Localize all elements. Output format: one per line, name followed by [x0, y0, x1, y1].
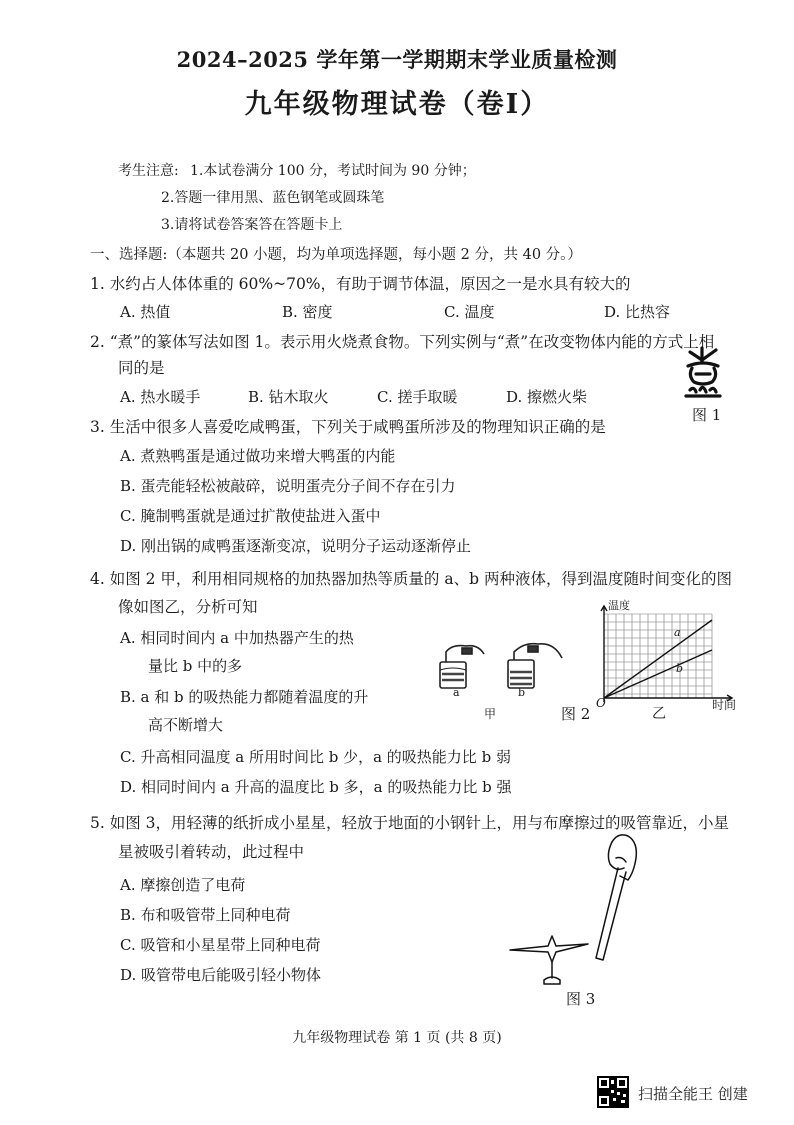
figure-2-apparatus [432, 636, 572, 716]
seal-glyph-icon [682, 346, 724, 400]
q4-option-a-line2: 量比 b 中的多 [148, 657, 243, 675]
q1-option-a: A. 热值 [120, 303, 171, 321]
q5-stem-line1: 5. 如图 3，用轻薄的纸折成小星星，轻放于地面的小钢针上，用与布摩擦过的吸管靠近，小星 [90, 814, 730, 832]
q2-stem-line2: 同的是 [118, 359, 165, 377]
exam-title: 2024–2025 学年第一学期期末学业质量检测 [176, 47, 618, 72]
qr-code-icon [597, 1076, 629, 1108]
figure-yi-label: 乙 [652, 706, 666, 722]
q4-option-b-line2: 高不断增大 [148, 716, 224, 734]
notice-item-2: 2.答题一律用黑、蓝色钢笔或圆珠笔 [161, 190, 385, 206]
q1-stem: 1. 水约占人体体重的 60%~70%，有助于调节体温，原因之一是水具有较大的 [90, 275, 631, 293]
q5-option-d: D. 吸管带电后能吸引轻小物体 [120, 966, 322, 984]
q3-option-d: D. 刚出锅的咸鸭蛋逐渐变凉，说明分子运动逐渐停止 [120, 537, 472, 555]
beaker-a-label: a [453, 686, 460, 699]
q2-option-c: C. 搓手取暖 [377, 388, 458, 406]
q2-option-b: B. 钻木取火 [248, 388, 329, 406]
graph-line-b-label: b [676, 662, 684, 675]
notice-item-1: 1.本试卷满分 100 分，考试时间为 90 分钟； [190, 163, 476, 179]
q3-stem: 3. 生活中很多人喜爱吃咸鸭蛋，下列关于咸鸭蛋所涉及的物理知识正确的是 [90, 418, 606, 436]
q5-option-b: B. 布和吸管带上同种电荷 [120, 906, 291, 924]
q1-option-d: D. 比热容 [604, 303, 671, 321]
notice-label: 考生注意: [118, 163, 179, 179]
straw-drawing [596, 868, 626, 960]
notice-item-3: 3.请将试卷答案答在答题卡上 [161, 217, 343, 233]
scanner-watermark-text: 扫描全能王 创建 [638, 1085, 748, 1103]
q4-stem-line1: 4. 如图 2 甲，利用相同规格的加热器加热等质量的 a、b 两种液体，得到温度随时间变化的图 [90, 570, 732, 588]
q3-option-b: B. 蛋壳能轻松被敲碎，说明蛋壳分子间不存在引力 [120, 477, 456, 495]
q5-option-a: A. 摩擦创造了电荷 [120, 876, 246, 894]
paper-star-drawing [510, 936, 588, 962]
q5-option-c: C. 吸管和小星星带上同种电荷 [120, 936, 321, 954]
q4-option-c: C. 升高相同温度 a 所用时间比 b 少，a 的吸热能力比 b 弱 [120, 748, 511, 766]
exam-subtitle: 九年级物理试卷（卷Ⅰ） [244, 89, 550, 120]
graph-grid [604, 614, 712, 698]
q1-option-c: C. 温度 [444, 303, 495, 321]
q2-option-d: D. 擦燃火柴 [506, 388, 588, 406]
q4-option-b-line1: B. a 和 b 的吸热能力都随着温度的升 [120, 688, 369, 706]
q1-option-b: B. 密度 [282, 303, 333, 321]
graph-line-a-label: a [674, 626, 681, 639]
q3-option-c: C. 腌制鸭蛋就是通过扩散使盐进入蛋中 [120, 507, 381, 525]
graph-y-label: 温度 [608, 599, 630, 612]
q5-stem-line2: 星被吸引着转动，此过程中 [118, 843, 305, 861]
graph-origin-label: O [596, 696, 606, 710]
figure-3-straw-star [500, 828, 660, 998]
figure-2-label: 图 2 [561, 705, 591, 723]
figure-1-label: 图 1 [692, 406, 722, 424]
q2-stem-line1: 2. “煮”的篆体写法如图 1。表示用火烧煮食物。下列实例与“煮”在改变物体内能的方式上相 [90, 333, 715, 351]
page-footer: 九年级物理试卷 第 1 页 (共 8 页) [292, 1030, 502, 1046]
q4-stem-line2: 像如图乙，分析可知 [118, 598, 258, 616]
q4-option-d: D. 相同时间内 a 升高的温度比 b 多，a 的吸热能力比 b 强 [120, 778, 512, 796]
temperature-time-graph [598, 606, 738, 710]
beaker-b-label: b [518, 686, 526, 699]
q4-option-a-line1: A. 相同时间内 a 中加热器产生的热 [120, 629, 354, 647]
figure-3-label: 图 3 [566, 990, 596, 1008]
section-heading: 一、选择题:（本题共 20 小题，均为单项选择题，每小题 2 分，共 40 分。） [90, 247, 582, 263]
figure-jia-label: 甲 [484, 707, 497, 721]
graph-x-label: 时间 [712, 698, 737, 712]
q2-option-a: A. 热水暖手 [120, 388, 201, 406]
seal-script-figure [682, 346, 724, 400]
q3-option-a: A. 煮熟鸭蛋是通过做功来增大鸭蛋的内能 [120, 447, 396, 465]
